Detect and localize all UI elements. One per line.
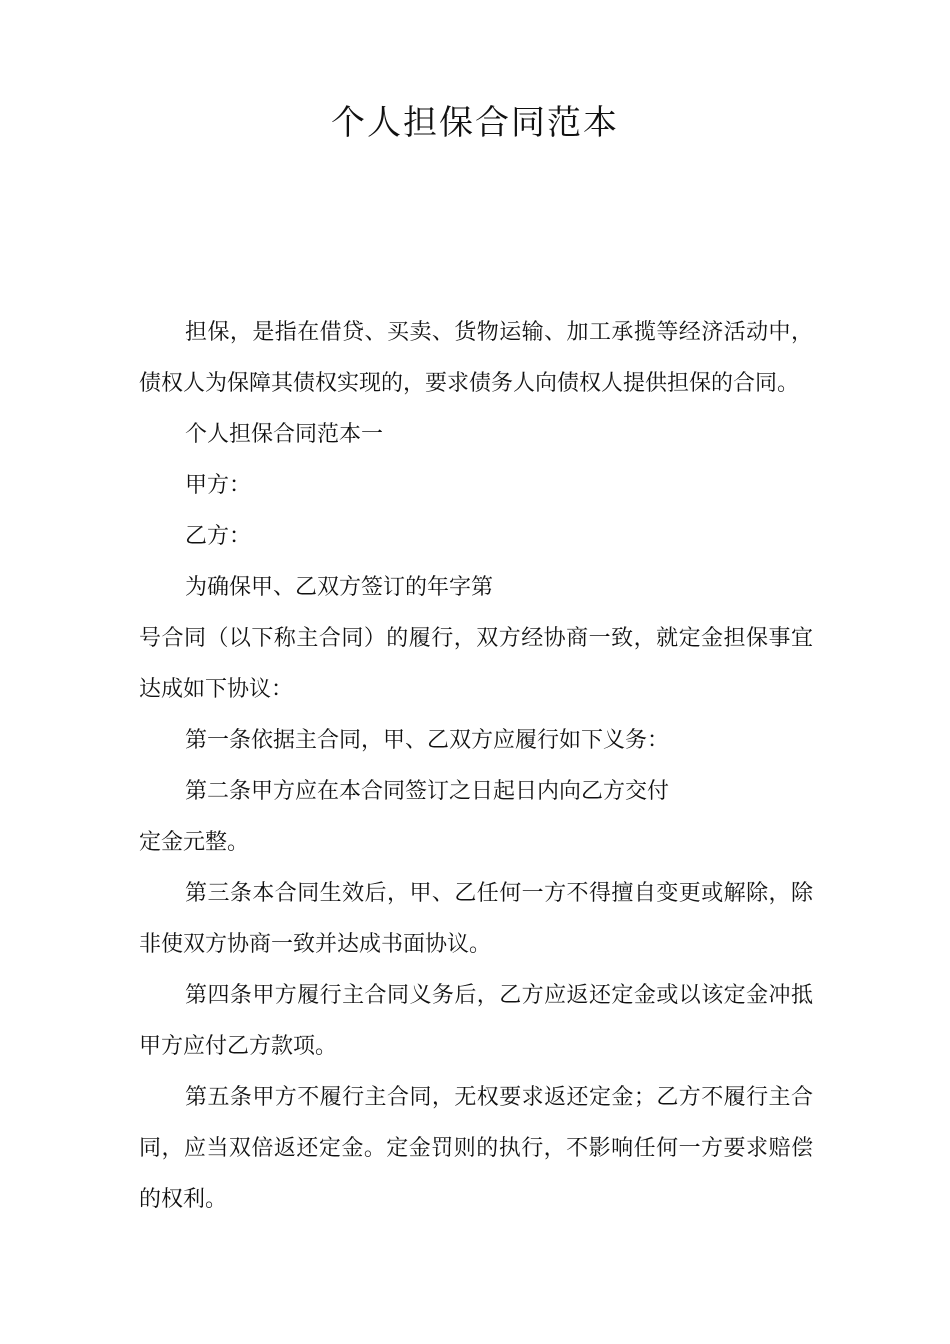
- article-3: 第三条本合同生效后，甲、乙任何一方不得擅自变更或解除，除: [185, 881, 813, 906]
- document-body: [139, 307, 813, 1225]
- text-line: 达成如下协议：: [139, 677, 294, 702]
- party-b-label: 乙方：: [185, 524, 252, 549]
- party-a-label: 甲方：: [185, 473, 252, 498]
- text-line: 的权利。: [139, 1187, 228, 1212]
- article-1: 第一条依据主合同，甲、乙双方应履行如下义务：: [185, 728, 670, 753]
- article-5: 第五条甲方不履行主合同，无权要求返还定金；乙方不履行主合: [185, 1085, 813, 1110]
- article-4: 第四条甲方履行主合同义务后，乙方应返还定金或以该定金冲抵: [185, 983, 813, 1008]
- text-line: 甲方应付乙方款项。: [139, 1034, 338, 1059]
- document-title: 个人担保合同范本: [331, 103, 619, 143]
- text-line: 债权人为保障其债权实现的，要求债务人向债权人提供担保的合同。: [139, 371, 800, 396]
- text-line: 同，应当双倍返还定金。定金罚则的执行，不影响任何一方要求赔偿: [139, 1136, 813, 1161]
- text-line: 非使双方协商一致并达成书面协议。: [139, 932, 492, 957]
- text-line: 定金元整。: [139, 830, 250, 855]
- section-heading: 个人担保合同范本一: [185, 422, 384, 447]
- text-line: 号合同（以下称主合同）的履行，双方经协商一致，就定金担保事宜: [139, 626, 813, 651]
- text-line: 担保，是指在借贷、买卖、货物运输、加工承揽等经济活动中，: [185, 320, 813, 345]
- text-line: 为确保甲、乙双方签订的年字第: [185, 575, 494, 600]
- article-2: 第二条甲方应在本合同签订之日起日内向乙方交付: [185, 779, 670, 804]
